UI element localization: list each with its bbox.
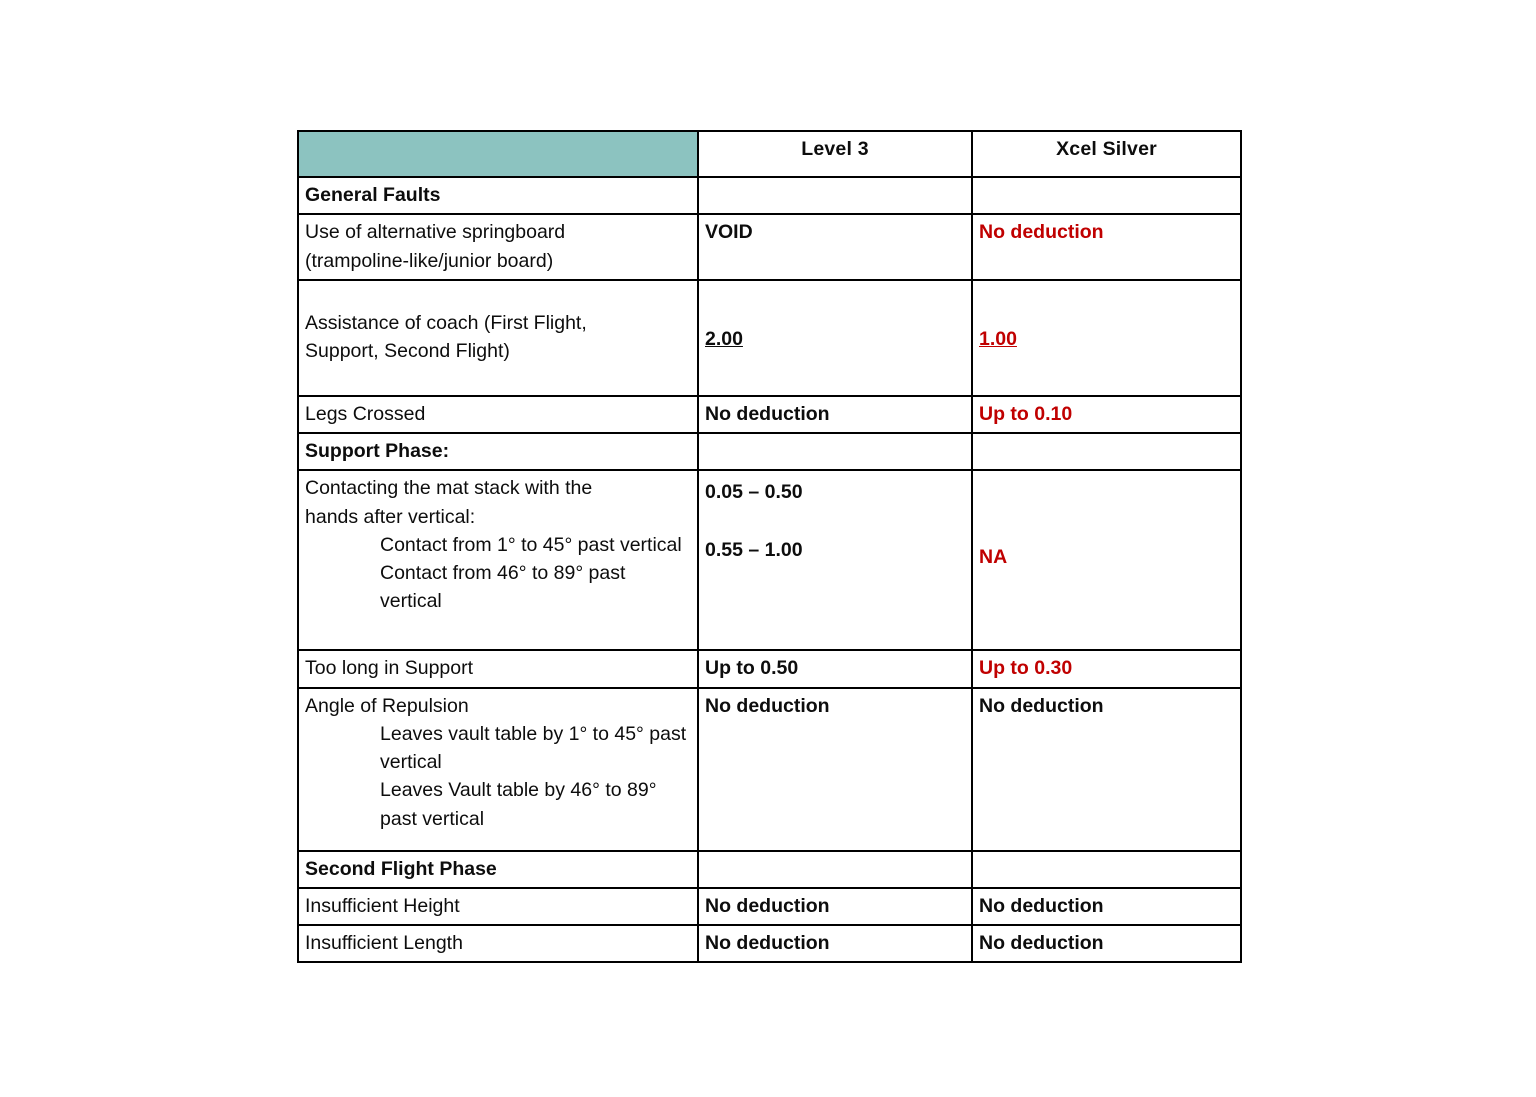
value-level3-range-b: 0.55 – 1.00 xyxy=(705,538,803,561)
value-level3-range-a: 0.05 – 0.50 xyxy=(705,481,803,504)
cell-xcel-contacting xyxy=(972,470,1241,650)
cell-xcel-too-long xyxy=(972,650,1241,687)
table-row-insufficient-length xyxy=(298,925,1241,962)
section-heading-second-flight-phase xyxy=(298,851,698,888)
cell-fault-springboard xyxy=(298,214,698,280)
cell-xcel-legs-crossed xyxy=(972,396,1241,433)
fault-line-1: Use of alternative springboard xyxy=(305,221,566,244)
vault-deduction-table xyxy=(297,130,1242,963)
cell-level3-too-long xyxy=(698,650,972,687)
cell-level3-empty xyxy=(698,851,972,888)
section-heading-label: Support Phase: xyxy=(305,440,450,463)
value-level3: No deduction xyxy=(705,694,830,717)
cell-fault-insufficient-length xyxy=(298,925,698,962)
value-xcel: Up to 0.30 xyxy=(979,657,1073,680)
table-row-angle-of-repulsion xyxy=(298,688,1241,851)
fault-label: Legs Crossed xyxy=(305,402,426,425)
cell-level3-contacting xyxy=(698,470,972,650)
cell-fault-repulsion xyxy=(298,688,698,851)
fault-sub-item-2: Contact from 46° to 89° past vertical xyxy=(380,562,626,613)
cell-level3-insufficient-length xyxy=(698,925,972,962)
cell-xcel-assistance xyxy=(972,280,1241,396)
cell-level3-assistance xyxy=(698,280,972,396)
value-xcel: NA xyxy=(979,546,1008,569)
cell-level3-repulsion xyxy=(698,688,972,851)
cell-xcel-empty xyxy=(972,433,1241,470)
fault-line-2: (trampoline-like/junior board) xyxy=(305,249,554,272)
cell-fault-contacting xyxy=(298,470,698,650)
fault-label: Angle of Repulsion xyxy=(305,694,469,717)
column-header-xcel-silver: Xcel Silver xyxy=(972,131,1241,177)
table-row-assistance-of-coach xyxy=(298,280,1241,396)
section-heading-support-phase xyxy=(298,433,698,470)
value-xcel: No deduction xyxy=(979,694,1104,717)
table-row-support-phase-heading xyxy=(298,433,1241,470)
table-row-second-flight-phase-heading xyxy=(298,851,1241,888)
fault-label: Insufficient Length xyxy=(305,932,463,955)
table-row-legs-crossed xyxy=(298,396,1241,433)
cell-xcel-springboard xyxy=(972,214,1241,280)
fault-sub-item-1: Leaves vault table by 1° to 45° past vertical xyxy=(380,722,687,774)
section-heading-general-faults xyxy=(298,177,698,214)
cell-xcel-insufficient-height xyxy=(972,888,1241,925)
value-level3: No deduction xyxy=(705,894,830,917)
cell-level3-legs-crossed xyxy=(698,396,972,433)
value-level3: 2.00 xyxy=(705,327,743,350)
cell-xcel-repulsion xyxy=(972,688,1241,851)
value-level3: No deduction xyxy=(705,402,830,425)
cell-level3-insufficient-height xyxy=(698,888,972,925)
cell-fault-insufficient-height xyxy=(298,888,698,925)
fault-line-2: hands after vertical: xyxy=(305,505,476,528)
fault-label: Too long in Support xyxy=(305,657,474,680)
value-level3: No deduction xyxy=(705,932,830,955)
value-xcel: No deduction xyxy=(979,932,1104,955)
value-level3: Up to 0.50 xyxy=(705,657,799,680)
table-header xyxy=(298,131,1241,177)
column-header-level-3: Level 3 xyxy=(698,131,972,177)
table-body xyxy=(298,177,1241,962)
cell-level3-empty xyxy=(698,433,972,470)
value-xcel: No deduction xyxy=(979,221,1104,244)
cell-fault-assistance xyxy=(298,280,698,396)
cell-xcel-insufficient-length xyxy=(972,925,1241,962)
value-xcel: No deduction xyxy=(979,894,1104,917)
cell-level3-springboard xyxy=(698,214,972,280)
value-xcel: 1.00 xyxy=(979,327,1017,350)
fault-sub-item-2: Leaves Vault table by 46° to 89° past vertical xyxy=(380,779,657,830)
cell-level3-empty xyxy=(698,177,972,214)
table-row-too-long-in-support xyxy=(298,650,1241,687)
cell-fault-legs-crossed xyxy=(298,396,698,433)
table-row-springboard xyxy=(298,214,1241,280)
fault-label: Insufficient Height xyxy=(305,894,460,917)
fault-sub-item-1: Contact from 1° to 45° past vertical xyxy=(380,533,682,556)
cell-xcel-empty xyxy=(972,177,1241,214)
section-heading-label: Second Flight Phase xyxy=(305,857,497,880)
deduction-table-container xyxy=(297,130,1240,963)
value-level3: VOID xyxy=(705,221,753,244)
fault-line-1: Contacting the mat stack with the xyxy=(305,477,593,500)
fault-line-1: Assistance of coach (First Flight, xyxy=(305,311,587,334)
cell-fault-too-long xyxy=(298,650,698,687)
table-row-general-faults-heading xyxy=(298,177,1241,214)
cell-xcel-empty xyxy=(972,851,1241,888)
table-row-insufficient-height xyxy=(298,888,1241,925)
header-row xyxy=(298,131,1241,177)
table-row-contacting-mat-stack xyxy=(298,470,1241,650)
fault-line-2: Support, Second Flight) xyxy=(305,340,510,363)
column-header-fault xyxy=(298,131,698,177)
value-xcel: Up to 0.10 xyxy=(979,402,1073,425)
section-heading-label: General Faults xyxy=(305,184,441,206)
